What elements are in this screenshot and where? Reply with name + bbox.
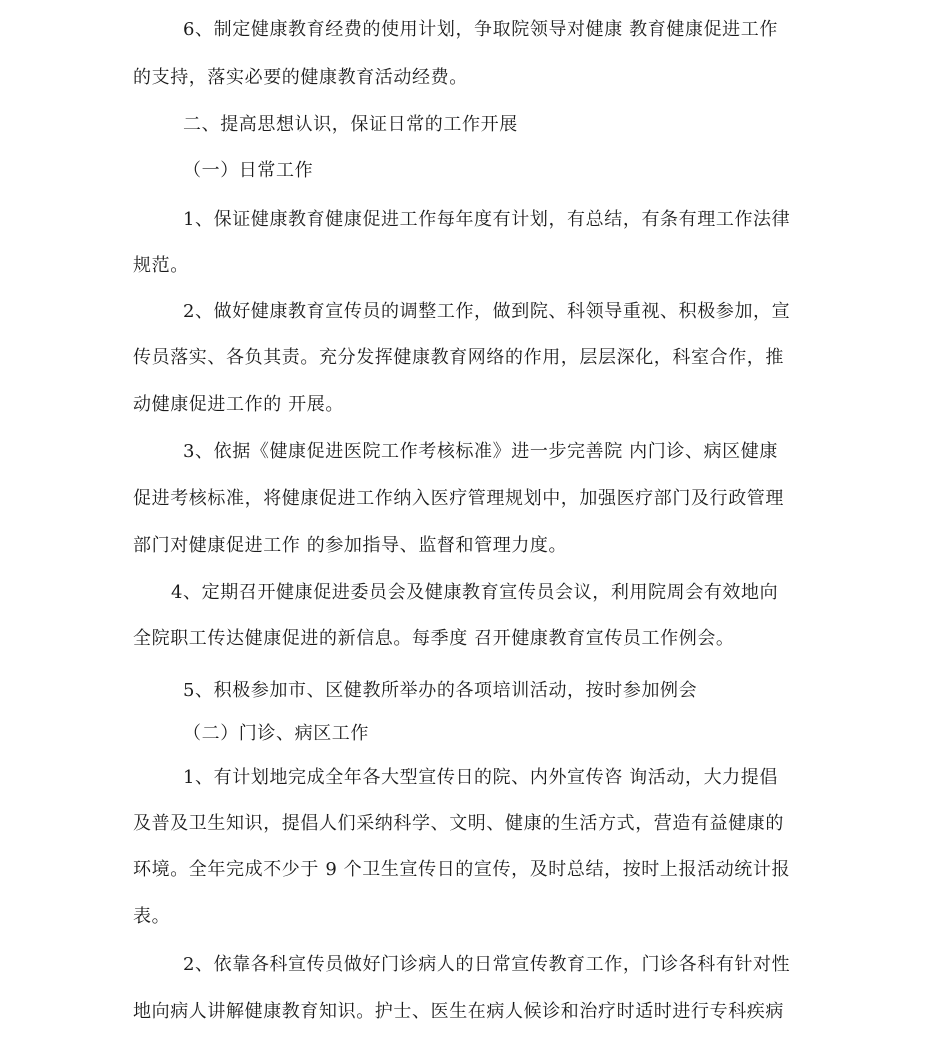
text-line: 4、定期召开健康促进委员会及健康教育宣传员会议，利用院周会有效地向 (171, 582, 779, 603)
text-line: 5、积极参加市、区健教所举办的各项培训活动，按时参加例会 (183, 680, 698, 701)
text-line: 传员落实、各负其责。充分发挥健康教育网络的作用，层层深化，科室合作，推 (133, 347, 784, 368)
text-line: 1、有计划地完成全年各大型宣传日的院、内外宣传咨 询活动，大力提倡 (183, 767, 778, 788)
text-line: 1、保证健康教育健康促进工作每年度有计划，有总结，有条有理工作法律 (183, 209, 791, 230)
text-line: 3、依据《健康促进医院工作考核标准》进一步完善院 内门诊、病区健康 (183, 441, 778, 462)
text-line: 环境。全年完成不少于 9 个卫生宣传日的宣传，及时总结，按时上报活动统计报 (133, 859, 791, 880)
text-line: 表。 (133, 906, 171, 927)
text-line: 动健康促进工作的 开展。 (133, 394, 344, 415)
text-line: 部门对健康促进工作 的参加指导、监督和管理力度。 (133, 535, 568, 556)
text-line: 规范。 (133, 255, 189, 276)
text-line: 2、做好健康教育宣传员的调整工作，做到院、科领导重视、积极参加，宣 (183, 301, 791, 322)
text-line: 及普及卫生知识，提倡人们采纳科学、文明、健康的生活方式，营造有益健康的 (133, 813, 784, 834)
text-line: 全院职工传达健康促进的新信息。每季度 召开健康教育宣传员工作例会。 (133, 628, 735, 649)
subsection-heading: （一）日常工作 (183, 160, 314, 181)
text-line: 的支持，落实必要的健康教育活动经费。 (133, 67, 468, 88)
text-line: 6、制定健康教育经费的使用计划，争取院领导对健康 教育健康促进工作 (183, 19, 778, 40)
text-line: 地向病人讲解健康教育知识。护士、医生在病人候诊和治疗时适时进行专科疾病 (133, 1001, 784, 1022)
text-line: 2、依靠各科宣传员做好门诊病人的日常宣传教育工作，门诊各科有针对性 (183, 954, 791, 975)
subsection-heading: （二）门诊、病区工作 (183, 723, 369, 744)
section-heading: 二、提高思想认识，保证日常的工作开展 (183, 114, 518, 135)
text-line: 促进考核标准，将健康促进工作纳入医疗管理规划中，加强医疗部门及行政管理 (133, 488, 784, 509)
